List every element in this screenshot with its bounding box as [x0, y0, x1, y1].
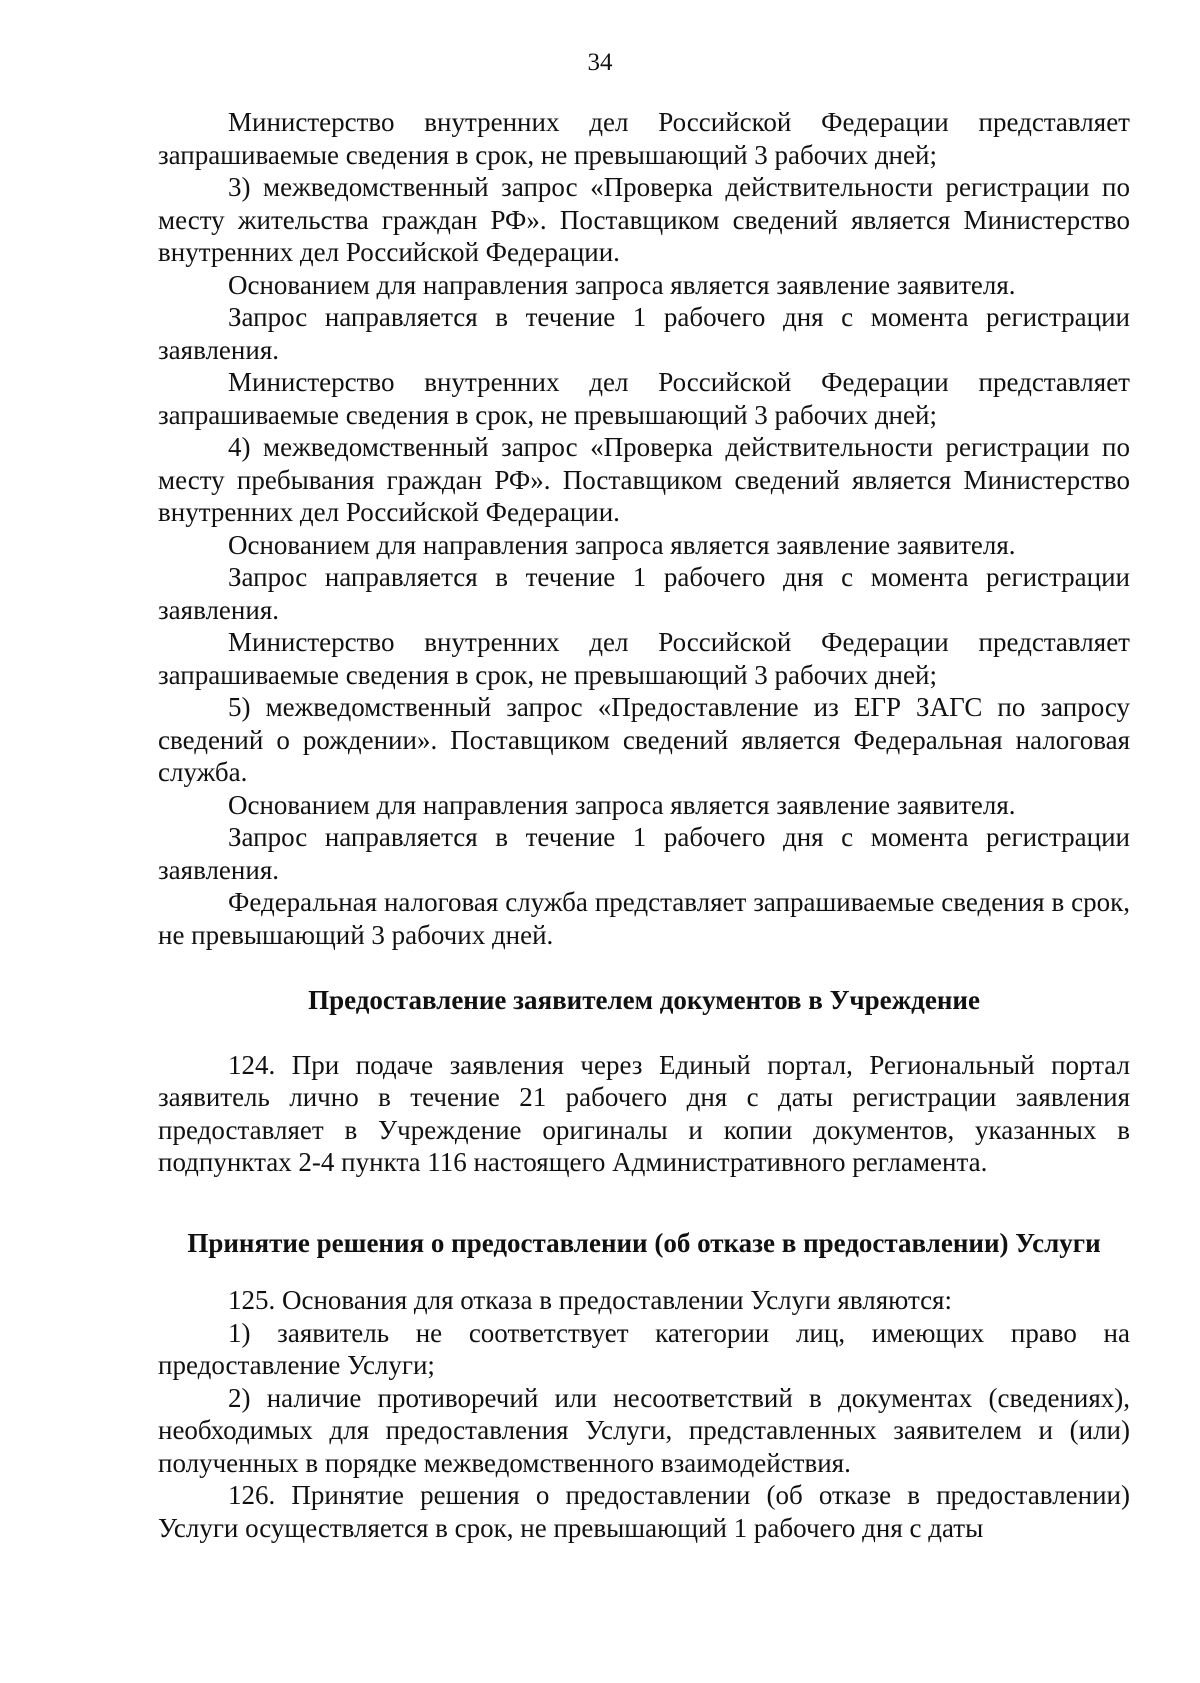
paragraph: Федеральная налоговая служба представляет запрашиваемые сведения в срок, не превышающий 3 рабочих дней. — [158, 887, 1130, 950]
paragraph: Запрос направляется в течение 1 рабочего дня с момента регистрации заявления. — [158, 562, 1130, 625]
paragraph: 5) межведомственный запрос «Предоставление из ЕГР ЗАГС по запросу сведений о рождении». Поставщиком сведений является Федеральная налоговая служба. — [158, 692, 1130, 787]
section-heading-documents: Предоставление заявителем документов в Учреждение — [308, 985, 980, 1015]
paragraph: Основанием для направления запроса является заявление заявителя. — [228, 789, 1016, 820]
paragraph: 3) межведомственный запрос «Проверка действительности регистрации по месту жительства граждан РФ». Поставщиком сведений является Министерство внутренних дел Российской Федерации. — [158, 172, 1130, 267]
paragraph: 1) заявитель не соответствует категории лиц, имеющих право на предоставление Услуги; — [158, 1317, 1130, 1380]
paragraph: 124. При подаче заявления через Единый портал, Региональный портал заявитель лично в течение 21 рабочего дня с даты регистрации заявления предоставляет в Учреждение оригиналы и копии документов, указанных в подпунктах 2-4 пункта 116 настоящего Административного регламента. — [158, 1049, 1130, 1177]
paragraph: Запрос направляется в течение 1 рабочего дня с момента регистрации заявления. — [158, 302, 1130, 365]
paragraph: Основанием для направления запроса является заявление заявителя. — [228, 269, 1016, 300]
page-number: 34 — [587, 49, 613, 76]
paragraph: Министерство внутренних дел Российской Федерации представляет запрашиваемые сведения в срок, не превышающий 3 рабочих дней; — [158, 107, 1130, 170]
paragraph: 4) межведомственный запрос «Проверка действительности регистрации по месту пребывания граждан РФ». Поставщиком сведений является Министерство внутренних дел Российской Федерации. — [158, 432, 1130, 527]
paragraph: 2) наличие противоречий или несоответствий в документах (сведениях), необходимых для предоставления Услуги, представленных заявителем и (или) полученных в порядке межведомственного взаимодействия. — [158, 1382, 1130, 1478]
paragraph: Министерство внутренних дел Российской Федерации представляет запрашиваемые сведения в срок, не превышающий 3 рабочих дней; — [158, 627, 1130, 690]
section-heading-decision: Принятие решения о предоставлении (об отказе в предоставлении) Услуги — [187, 1227, 1101, 1258]
paragraph: Министерство внутренних дел Российской Федерации представляет запрашиваемые сведения в срок, не превышающий 3 рабочих дней; — [158, 367, 1130, 430]
paragraph: Запрос направляется в течение 1 рабочего дня с момента регистрации заявления. — [158, 822, 1130, 885]
document-body — [158, 106, 1130, 1544]
paragraph: 125. Основания для отказа в предоставлении Услуги являются: — [228, 1285, 952, 1315]
paragraph: 126. Принятие решения о предоставлении (об отказе в предоставлении) Услуги осуществляется в срок, не превышающий 1 рабочего дня с даты — [158, 1480, 1130, 1543]
paragraph: Основанием для направления запроса является заявление заявителя. — [228, 529, 1016, 560]
